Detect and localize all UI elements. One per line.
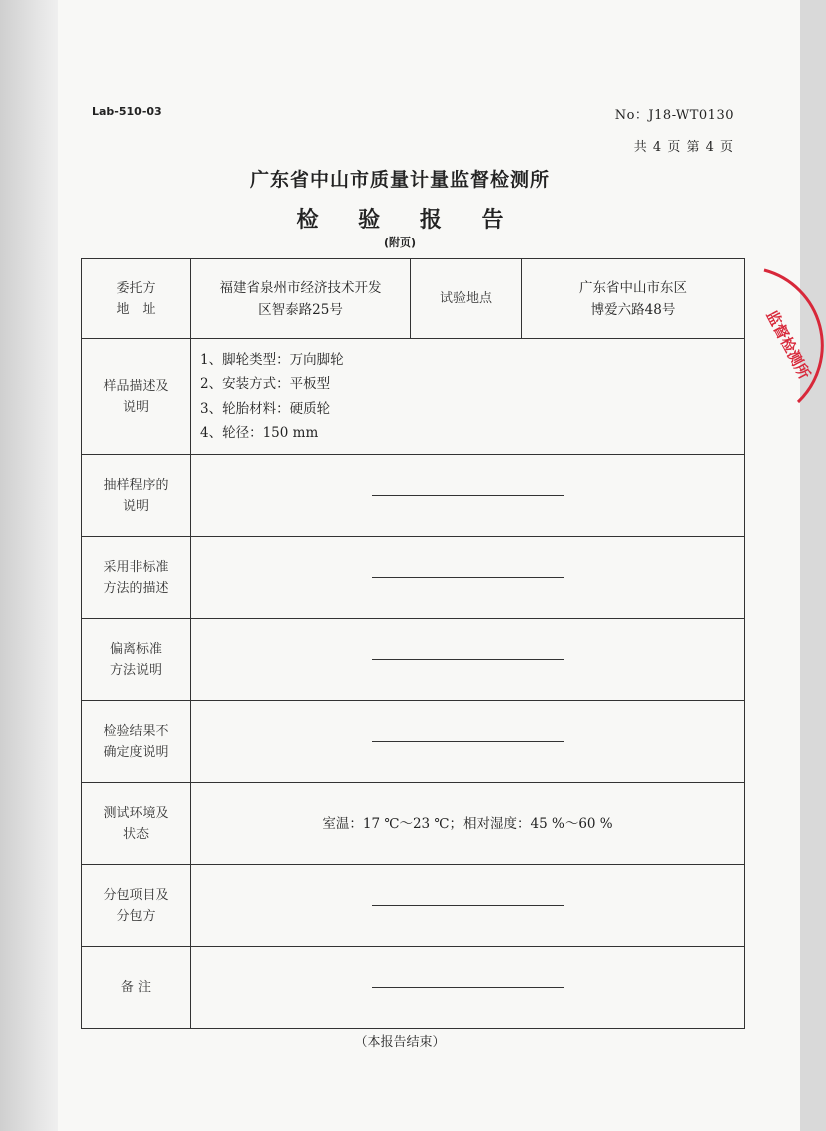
subcontract-label-cell (82, 865, 191, 947)
report-number: No：J18-WT0130 (614, 108, 734, 123)
table-row (82, 455, 745, 537)
blank-line (372, 577, 564, 578)
subcontract-value-cell (191, 865, 745, 947)
list-item: 1、脚轮类型：万向脚轮 (200, 351, 344, 368)
table-row (82, 783, 745, 865)
blank-line (372, 741, 564, 742)
report-end-note: （本报告结束） (354, 1035, 446, 1050)
official-seal-stamp (736, 262, 826, 412)
uncertainty-label-line2: 确定度说明 (103, 744, 169, 760)
nonstandard-value-cell (191, 537, 745, 619)
list-item: 4、轮径：150 mm (200, 425, 319, 441)
sample-description-list (191, 340, 744, 454)
client-address-line1: 福建省泉州市经济技术开发 (219, 279, 382, 296)
deviation-label-line1: 偏离标准 (109, 641, 162, 657)
table-row (82, 947, 745, 1029)
sample-label-line2: 说明 (122, 399, 149, 415)
sampling-label-line1: 抽样程序的 (103, 477, 169, 493)
sampling-label-line2: 说明 (122, 498, 149, 514)
report-subtitle: (附页) (383, 236, 417, 249)
table-row (82, 701, 745, 783)
page-count: 共 4 页 第 4 页 (633, 140, 734, 155)
list-item: 3、轮胎材料：硬质轮 (200, 400, 331, 417)
deviation-label-line2: 方法说明 (109, 662, 162, 678)
test-site-cell (522, 259, 745, 339)
table-row (82, 339, 745, 455)
environment-value: 室温：17 ℃～23 ℃；相对湿度：45 %～60 % (191, 783, 745, 865)
remarks-label: 备 注 (82, 947, 191, 1029)
client-label-line2: 地 址 (116, 301, 156, 317)
subcontract-label-line2: 分包方 (116, 908, 156, 924)
nonstandard-label-cell (82, 537, 191, 619)
blank-line (372, 905, 564, 906)
blank-line (372, 987, 564, 988)
environment-label-line2: 状态 (122, 826, 149, 842)
environment-label-cell (82, 783, 191, 865)
blank-line (372, 659, 564, 660)
test-site-label: 试验地点 (411, 259, 522, 339)
uncertainty-label-line1: 检验结果不 (103, 723, 169, 739)
uncertainty-value-cell (191, 701, 745, 783)
sample-description-cell (191, 339, 745, 455)
table-row (82, 259, 745, 339)
sample-label-line1: 样品描述及 (103, 378, 169, 394)
report-form-table (81, 258, 745, 1029)
nonstandard-label-line1: 采用非标准 (103, 559, 169, 575)
nonstandard-label-line2: 方法的描述 (103, 580, 169, 596)
environment-label-line1: 测试环境及 (103, 805, 169, 821)
test-site-line2: 博爱六路48号 (590, 301, 676, 318)
client-address-cell (191, 259, 411, 339)
report-title: 检 验 报 告 (296, 208, 520, 233)
client-label-line1: 委托方 (116, 280, 156, 296)
organization-title: 广东省中山市质量计量监督检测所 (249, 169, 550, 191)
blank-line (372, 495, 564, 496)
seal-text: 监督检测所 (762, 307, 814, 383)
table-row (82, 865, 745, 947)
client-address-line2: 区智泰路25号 (258, 301, 343, 318)
sample-label-cell (82, 339, 191, 455)
list-item: 2、安装方式：平板型 (200, 376, 331, 392)
sampling-label-cell (82, 455, 191, 537)
deviation-value-cell (191, 619, 745, 701)
form-code: Lab-510-03 (92, 105, 162, 118)
subcontract-label-line1: 分包项目及 (103, 887, 169, 903)
uncertainty-label-cell (82, 701, 191, 783)
table-row (82, 537, 745, 619)
table-row (82, 619, 745, 701)
test-site-line1: 广东省中山市东区 (579, 279, 687, 296)
client-label-cell (82, 259, 191, 339)
remarks-value-cell (191, 947, 745, 1029)
sampling-value-cell (191, 455, 745, 537)
deviation-label-cell (82, 619, 191, 701)
